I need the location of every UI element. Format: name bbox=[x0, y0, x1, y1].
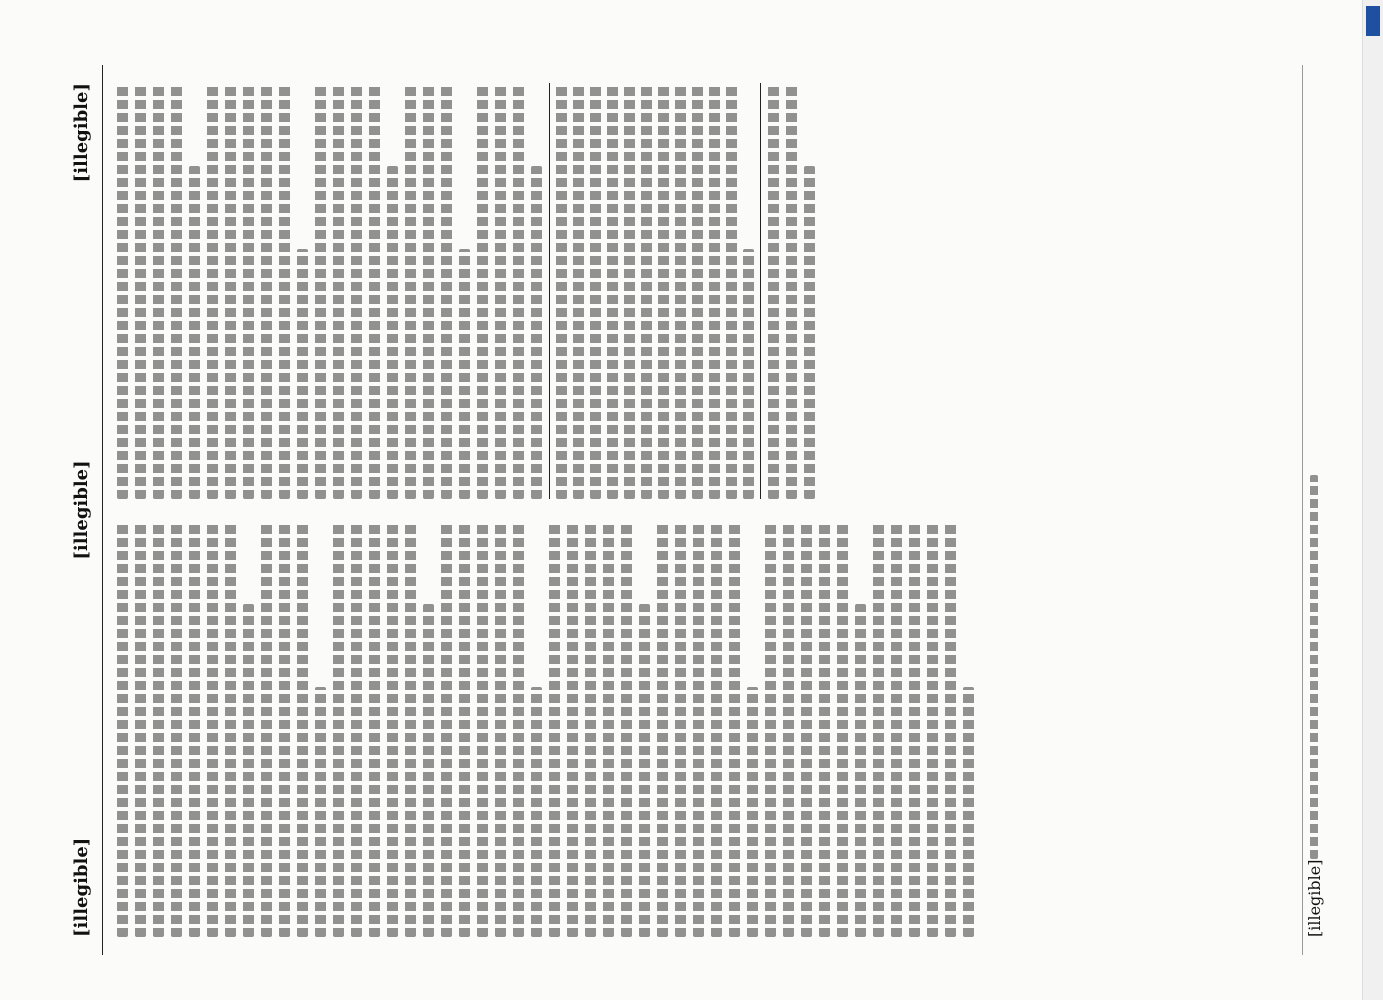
funding-badge bbox=[1366, 6, 1380, 36]
digitization-strip bbox=[1362, 0, 1383, 1000]
page-header bbox=[60, 65, 103, 955]
statistics-table bbox=[549, 83, 761, 499]
page-footer bbox=[1302, 65, 1325, 955]
text-column-right bbox=[117, 83, 1294, 499]
footnote: [illegible] bbox=[1304, 859, 1324, 937]
header-right: [illegible] bbox=[70, 83, 92, 183]
header-center: [illegible] bbox=[70, 460, 92, 560]
page-body bbox=[103, 65, 1302, 955]
rotated-document bbox=[60, 65, 1325, 955]
header-left: [illegible] bbox=[70, 837, 92, 937]
text-column-left bbox=[117, 521, 1294, 937]
